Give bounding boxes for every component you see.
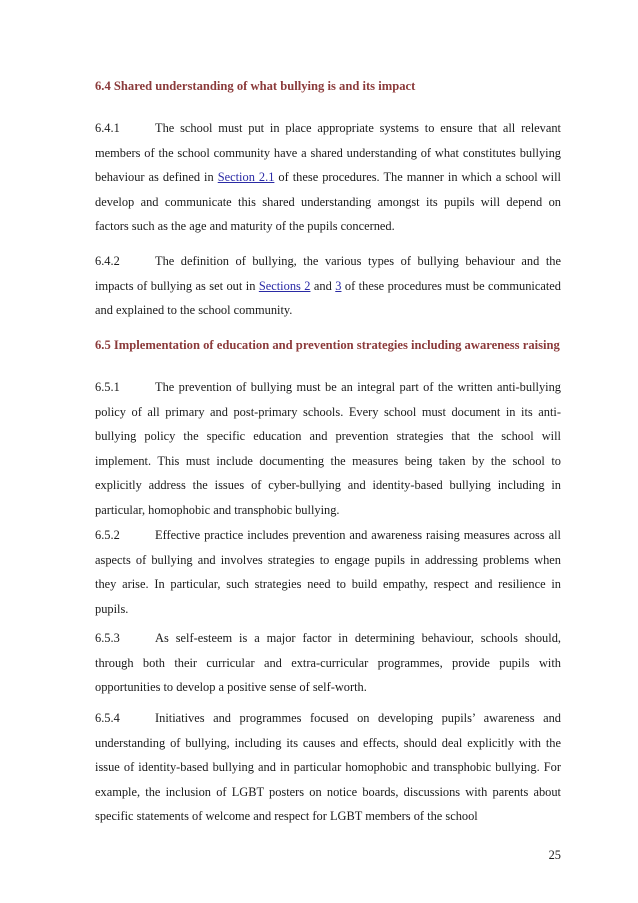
paragraph-number: 6.4.1 [95,121,120,135]
page-number: 25 [548,848,561,862]
paragraph-number: 6.4.2 [95,254,120,268]
paragraph-6-5-2 [95,523,561,621]
paragraph-6-5-4 [95,706,561,829]
paragraph-6-5-3 [95,626,561,700]
section-2-1-link[interactable]: Section 2.1 [217,170,275,184]
sections-2-link[interactable]: Sections 2 [258,278,311,293]
section-6-4-heading: 6.4 Shared understanding of what bullying is and its impact [95,79,416,93]
paragraph-6-4-2 [95,249,561,323]
paragraph-text: Effective practice includes prevention and awareness raising measures across all aspects of bullying and involves strategies to engage pupils in addressing problems when they arise. In particular, such strategies need to build empathy, respect and resilience in pupils. [95,528,561,616]
paragraph-text: The school must put in place appropriate systems to ensure that all relevant members of the school community have a shared understanding of what constitutes bullying behaviour as defined in [95,121,561,184]
paragraph-text: Initiatives and programmes focused on developing pupils’ awareness and understanding of bullying, including its causes and effects, should deal explicitly with the issue of identity-based bullying and in particular homophobic and transphobic bullying. For example, the inclusion of LGBT posters on notice boards, discussions with parents about specific statements of welcome and respect for LGBT members of the school [95,711,561,823]
paragraph-text: The definition of bullying, the various types of bullying behaviour and the impacts of bullying as set out in [95,254,561,293]
paragraph-text: and [310,278,336,293]
paragraph-6-4-1 [95,116,561,239]
paragraph-number: 6.5.2 [95,528,120,542]
paragraph-number: 6.5.1 [95,380,120,394]
section-6-5-heading: 6.5 Implementation of education and prevention strategies including awareness raising [95,338,560,352]
paragraph-text: The prevention of bullying must be an integral part of the written anti-bullying policy of all primary and post-primary schools. Every school must document in its anti-bullying policy the specific education and prevention strategies that the school will implement. This must include documenting the measures being taken by the school to explicitly address the issues of cyber-bullying and identity-based bullying including in particular, homophobic and transphobic bullying. [95,380,561,517]
paragraph-text: of these procedures. The manner in which a school will develop and communicate this shared understanding amongst its pupils will depend on factors such as the age and maturity of the pupils concerned. [95,170,561,233]
paragraph-number: 6.5.3 [95,631,120,645]
paragraph-text: As self-esteem is a major factor in determining behaviour, schools should, through both their curricular and extra-curricular programmes, provide pupils with opportunities to develop a positive sense of self-worth. [95,631,561,694]
paragraph-text: of these procedures must be communicated and explained to the school community. [95,278,562,317]
paragraph-number: 6.5.4 [95,711,120,725]
section-3-link[interactable]: 3 [335,278,342,293]
paragraph-6-5-1 [95,375,561,522]
